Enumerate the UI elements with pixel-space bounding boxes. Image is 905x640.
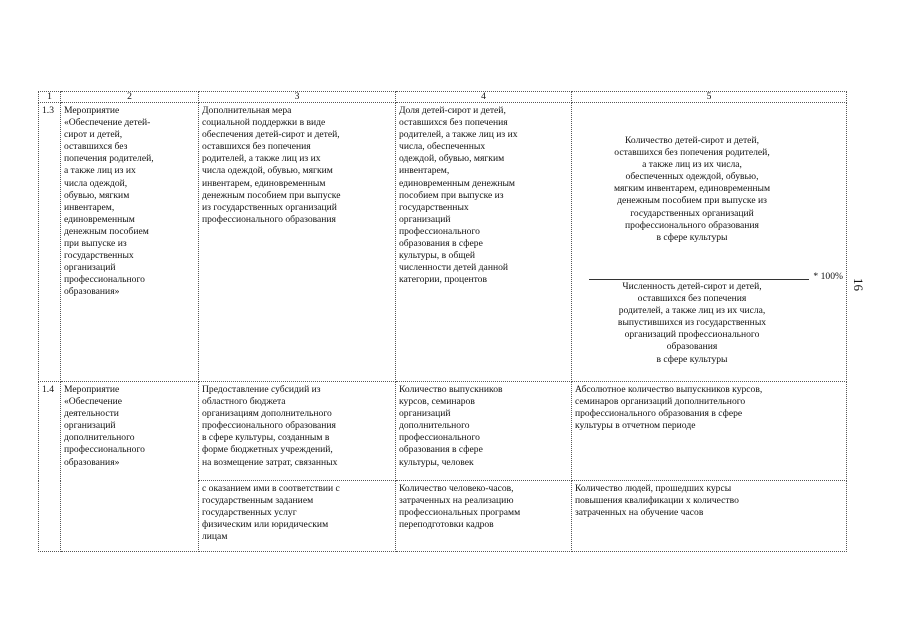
row-number: 1.4 [39,382,61,552]
header-cell: 1 [39,92,61,103]
header-cell: 3 [199,92,396,103]
calculation-formula: Количество людей, прошедших курсы повышения квалификации х количество затраченных на обучение часов [572,481,847,552]
measure-description: Дополнительная мера социальной поддержки в виде обеспечения детей-сирот и детей, оставшихся без попечения родителей, а также лиц из их числа одеждой, обувью, мягким инвентарем, единовременным денежным пособием при выпуске из государственных организаций профессионального образования [199,103,396,382]
measure-name: Мероприятие «Обеспечение деятельности организаций дополнительного профессионального образования» [61,382,199,552]
fraction-bar [589,279,809,280]
row-number: 1.3 [39,103,61,382]
calculation-formula [572,103,847,382]
measure-description-continued: с оказанием ими в соответствии с государственным заданием государственных услуг физическим или юридическим лицам [199,481,396,552]
formula-multiplier: * 100% [813,271,843,282]
measure-name: Мероприятие «Обеспечение детей- сирот и детей, оставшихся без попечения родителей, а также лиц из их числа одеждой, обувью, мягким инвентарем, единовременным денежным пособием при выпуске из государственных организаций профессионального образования» [61,103,199,382]
indicator-name: Доля детей-сирот и детей, оставшихся без попечения родителей, а также лиц из их числа, обеспеченных одеждой, обувью, мягким инвентарем, единовременным денежным пособием при выпуске из государственных организаций профессионального образования в сфере культуры, в общей численности детей данной категории, процентов [396,103,572,382]
table-header-row [39,92,847,103]
table-row [39,382,847,481]
indicator-name: Количество человеко-часов, затраченных на реализацию профессиональных программ переподготовки кадров [396,481,572,552]
header-cell: 4 [396,92,572,103]
formula-denominator: Численность детей-сирот и детей, оставшихся без попечения родителей, а также лиц из их числа, выпустившихся из государственных организаций профессионального образования в сфере культуры [617,281,767,365]
indicator-name: Количество выпускников курсов, семинаров организаций дополнительного профессионального образования в сфере культуры, человек [396,382,572,481]
measure-description: Предоставление субсидий из областного бюджета организациям дополнительного профессионального образования в сфере культуры, созданным в форме бюджетных учреждений, на возмещение затрат, связанных [199,382,396,481]
table-row [39,103,847,382]
page-number: 16 [851,278,866,291]
indicators-table [38,91,847,552]
header-cell: 5 [572,92,847,103]
header-cell: 2 [61,92,199,103]
formula-numerator: Количество детей-сирот и детей, оставшихся без попечения родителей, а также лиц из их числа, обеспеченных одеждой, обувью, мягким инвентарем, единовременным денежным пособием при выпуске из государственных организаций профессионального образования в сфере культуры [613,135,771,243]
calculation-formula: Абсолютное количество выпускников курсов, семинаров организаций дополнительного профессионального образования в сфере культуры в отчетном периоде [572,382,847,481]
